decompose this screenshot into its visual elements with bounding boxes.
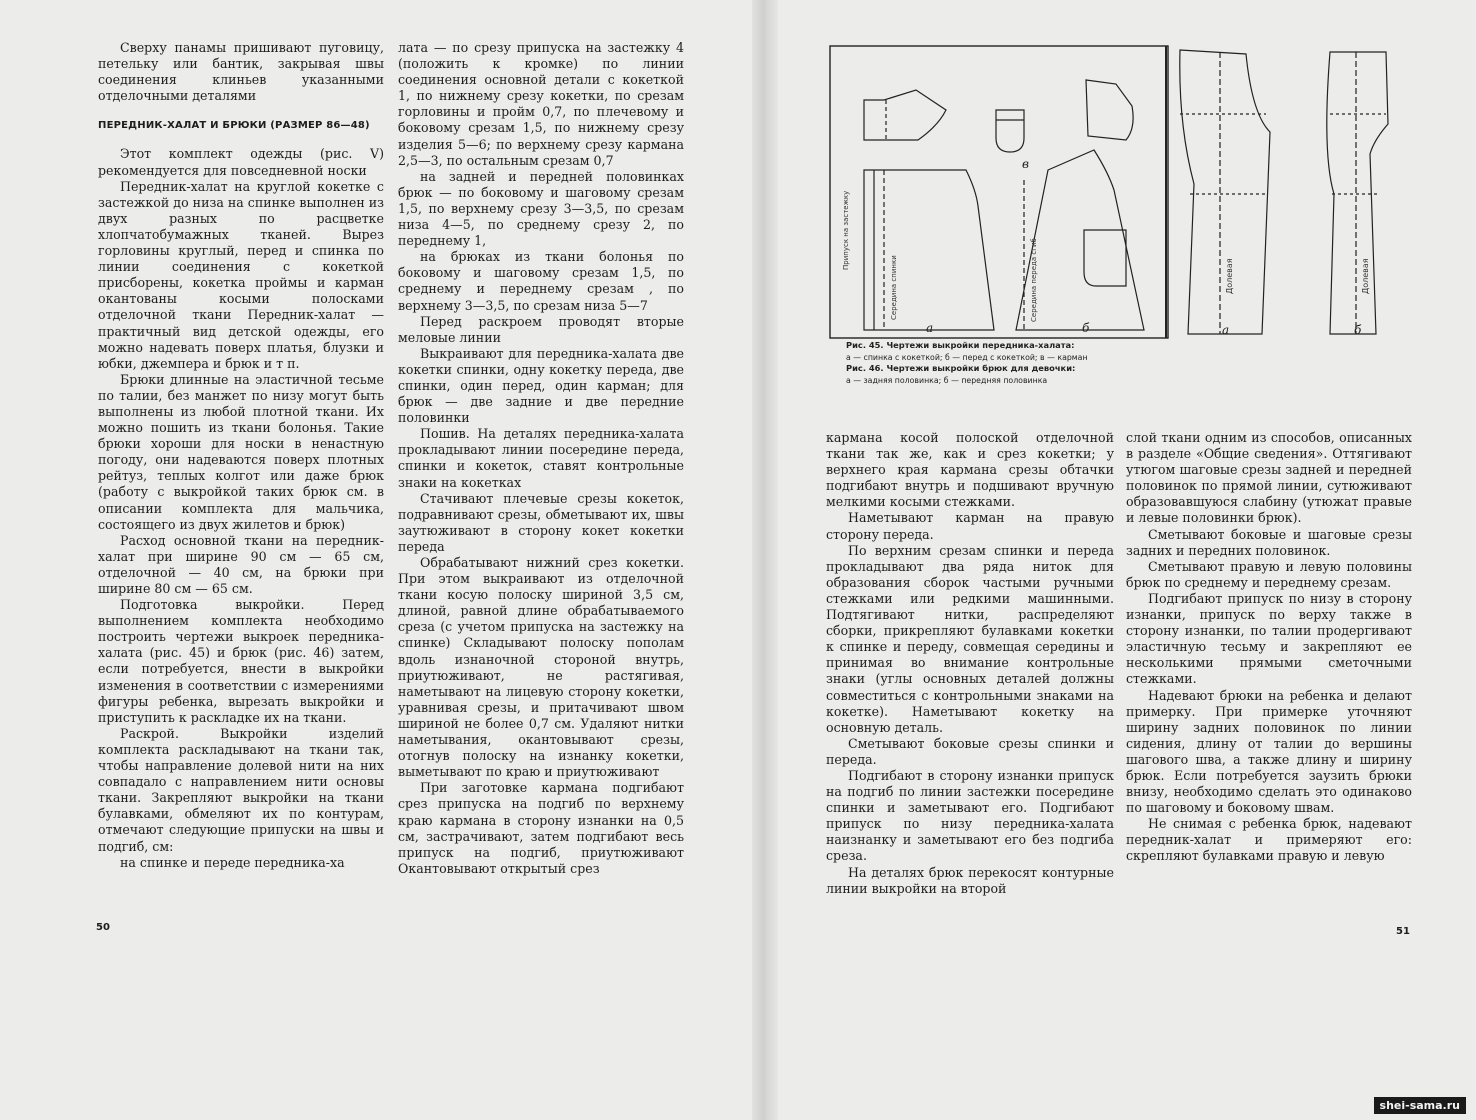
- paragraph: на задней и передней половинках брюк — по боковому и шаговому срезам 1,5, по верхнему срезу 3—3,5, по срезам низа 4—5, по среднему срезу 2, по переднему 1,: [398, 168, 684, 249]
- paragraph: Подгибают в сторону изнанки припуск на подгиб по линии застежки посередине спинки и заметывают его. Подгибают припуск по низу передника-халата наизнанку и заметывают его без подгиба среза.: [826, 767, 1114, 864]
- pattern-label-a2: а: [1222, 323, 1230, 337]
- paragraph: Расход основной ткани на передник-халат при ширине 90 см — 65 см, отделочной — 40 см, на брюки при ширине 80 см — 65 см.: [98, 532, 384, 596]
- trouser-front-outline: [1327, 52, 1388, 334]
- paragraph: Пошив. На деталях передника-халата прокладывают линии посередине переда, спинки и кокеток, ставят контрольные знаки на кокетках: [398, 426, 684, 490]
- paragraph: Выкраивают для передника-халата две кокетки спинки, одну кокетку переда, две спинки, один перед, один карман; для брюк — две задние и две передние половинки: [398, 345, 684, 426]
- caption-fig46: Рис. 46. Чертежи выкройки брюк для девочки:: [846, 363, 1076, 373]
- pattern-label-a: а: [926, 321, 934, 335]
- paragraph: Сметывают боковые срезы спинки и переда.: [826, 735, 1114, 767]
- paragraph: По верхним срезам спинки и переда прокладывают два ряда ниток для образования сборок частыми ручными стежками или редкими машинными. Подтягивают нитки, распределяют сборки, прикрепляют булавками кокетки к спинке и переду, совмещая середины и принимая во внимание контрольные знаки (углы основных деталей должны совместиться с контрольными знаками на кокетке). Наметывают кокетку на основную деталь.: [826, 542, 1114, 735]
- paragraph: Раскрой. Выкройки изделий комплекта раскладывают на ткани так, чтобы направление долевой нити на них совпадало с направлением нити основы ткани. Закрепляют выкройки на ткани булавками, обмеляют их по контурам, отмечают следующие припуски на швы и подгиб, см:: [98, 725, 384, 854]
- pattern-note-grain-back: Долевая: [1225, 258, 1234, 294]
- left-column-1: [98, 40, 384, 871]
- paragraph: Этот комплект одежды (рис. V) рекомендуется для повседневной носки: [98, 146, 384, 178]
- page-number-left: 50: [96, 922, 110, 933]
- paragraph: на брюках из ткани болонья по боковому и шаговому срезам 1,5, по среднему и переднему срезам , по верхнему 3—3,5, по срезам низа 5—7: [398, 249, 684, 313]
- front-pocket-placement: [1084, 230, 1126, 286]
- trouser-drawings: [1170, 44, 1410, 340]
- pattern-note-back: Середина спинки: [890, 255, 898, 320]
- front-yoke-shape: [1086, 80, 1133, 140]
- left-column-2: [398, 40, 684, 877]
- pattern-label-b: б: [1082, 321, 1090, 335]
- caption-fig45: Рис. 45. Чертежи выкройки передника-халата:: [846, 340, 1075, 350]
- paragraph: На деталях брюк перекосят контурные линии выкройки на второй: [826, 864, 1114, 896]
- paragraph: Не снимая с ребенка брюк, надевают передник-халат и примеряют его: скрепляют булавками правую и левую: [1126, 816, 1412, 864]
- page-number-right: 51: [1396, 926, 1410, 937]
- paragraph: Перед раскроем проводят вторые меловые линии: [398, 313, 684, 345]
- paragraph: При заготовке кармана подгибают срез припуска на подгиб по верхнему краю кармана в сторону изнанки на 0,5 см, застрачивают, затем подгибают весь припуск на подгиб, приутюживают Окантовывают открытый срез: [398, 780, 684, 876]
- pattern-drawings: [826, 40, 1176, 340]
- pocket-shape: [996, 110, 1024, 152]
- caption-fig46-legend: а — задняя половинка; б — передняя половинка: [846, 375, 1048, 385]
- figure-frame: [830, 46, 1168, 338]
- section-heading: ПЕРЕДНИК-ХАЛАТ И БРЮКИ (РАЗМЕР 86—48): [98, 120, 370, 132]
- site-watermark: shei-sama.ru: [1374, 1097, 1466, 1114]
- paragraph: Надевают брюки на ребенка и делают примерку. При примерке уточняют ширину задних половинок по линии сидения, длину от талии до вершины шагового шва, а также длину и ширину брюк. Если потребуется заузить брюки внизу, необходимо сделать это одинаково по шаговому и боковому швам.: [1126, 687, 1412, 816]
- caption-fig45-legend: а — спинка с кокеткой; б — перед с кокеткой; в — карман: [846, 352, 1088, 362]
- pattern-note-front: Середина переда сгиб: [1030, 238, 1038, 322]
- paragraph: слой ткани одним из способов, описанных в разделе «Общие сведения». Оттягивают утюгом шаговые срезы задней и передней половинок по прямой линии, сутюживают образовавшуюся слабину (утюжат правые и левые половинки брюк).: [1126, 430, 1412, 526]
- paragraph: лата — по срезу припуска на застежку 4 (положить к кромке) по линии соединения основной детали с кокеткой 1, по нижнему срезу кокетки, по срезам горловины и пройм 0,7, по плечевому и боковому срезам 1,5, по нижнему срезу изделия 5—6; по верхнему срезу кармана 2,5—3, по остальным срезам 0,7: [398, 40, 684, 168]
- paragraph: Передник-халат на круглой кокетке с застежкой до низа на спинке выполнен из двух разных по расцветке хлопчатобумажных тканей. Вырез горловины круглый, перед и спинка по линии соединения с кокеткой присборены, кокетка проймы и карман окантованы косыми полосками отделочной ткани Передник-халат — практичный вид детской одежды, его можно надевать поверх платья, блузки и юбки, джемпера и брюк и т п.: [98, 178, 384, 371]
- paragraph: Наметывают карман на правую сторону переда.: [826, 510, 1114, 542]
- pattern-outlines: [830, 46, 1176, 340]
- paragraph: Сметывают боковые и шаговые срезы задних и передних половинок.: [1126, 526, 1412, 558]
- right-column-1: [826, 430, 1114, 897]
- pattern-note-placket: Припуск на застежку: [842, 190, 850, 270]
- paragraph: Подгибают припуск по низу в сторону изнанки, припуск по верху также в сторону изнанки, по талии продергивают эластичную тесьму и закрепляют ее несколькими прямыми сметочными стежками.: [1126, 590, 1412, 687]
- book-gutter: [752, 0, 778, 1120]
- paragraph: Подготовка выкройки. Перед выполнением комплекта необходимо построить чертежи выкроек передника-халата (рис. 45) и брюк (рис. 46) затем, если потребуется, внести в выкройки изменения в соответствии с измерениями фигуры ребенка, вырезать выкройки и приступить к раскладке их на ткани.: [98, 597, 384, 725]
- paragraph: Сметывают правую и левую половины брюк по среднему и переднему срезам.: [1126, 558, 1412, 590]
- paragraph: Стачивают плечевые срезы кокеток, подравнивают срезы, обметывают их, швы заутюживают в сторону кокет кокетки переда: [398, 490, 684, 554]
- paragraph: на спинке и переде передника-ха: [120, 854, 345, 870]
- pattern-note-grain-front: Долевая: [1361, 258, 1370, 294]
- pattern-label-v: в: [1022, 157, 1029, 171]
- right-column-2: [1126, 430, 1412, 865]
- back-yoke-shape: [864, 90, 946, 140]
- paragraph: Брюки длинные на эластичной тесьме по талии, без манжет по низу могут быть выполнены из любой плотной ткани. Их можно пошить из ткани болонья. Такие брюки хороши для носки в ненастную погоду, они надеваются поверх плотных рейтуз, теплых колгот или даже брюк (работу с выкройкой таких брюк см. в описании комплекта для мальчика, состоящего из двух жилетов и брюк): [98, 371, 384, 532]
- paragraph: Сверху панамы пришивают пуговицу, петельку или бантик, закрывая швы соединения клиньев указанными отделочными деталями: [98, 40, 384, 104]
- paragraph: Обрабатывают нижний срез кокетки. При этом выкраивают из отделочной ткани косую полоску шириной 3,5 см, длиной, равной длине обрабатываемого среза (с учетом припуска на застежку на спинке) Складывают полоску пополам вдоль изнаночной стороной внутрь, приутюживают, не растягивая, наметывают на лицевую сторону кокетки, уравнивая срезы, и притачивают швом шириной не более 0,7 см. Удаляют нитки наметывания, окантовывают срезы, отогнув полоску на изнанку кокетки, выметывают по краю и приутюживают: [398, 555, 684, 780]
- pattern-label-b2: б: [1354, 323, 1362, 337]
- paragraph: кармана косой полоской отделочной ткани так же, как и срез кокетки; у верхнего края кармана срезы обтачки подгибают внутрь и подшивают вручную мелкими косыми стежками.: [826, 430, 1114, 510]
- figure-caption: [846, 340, 1176, 386]
